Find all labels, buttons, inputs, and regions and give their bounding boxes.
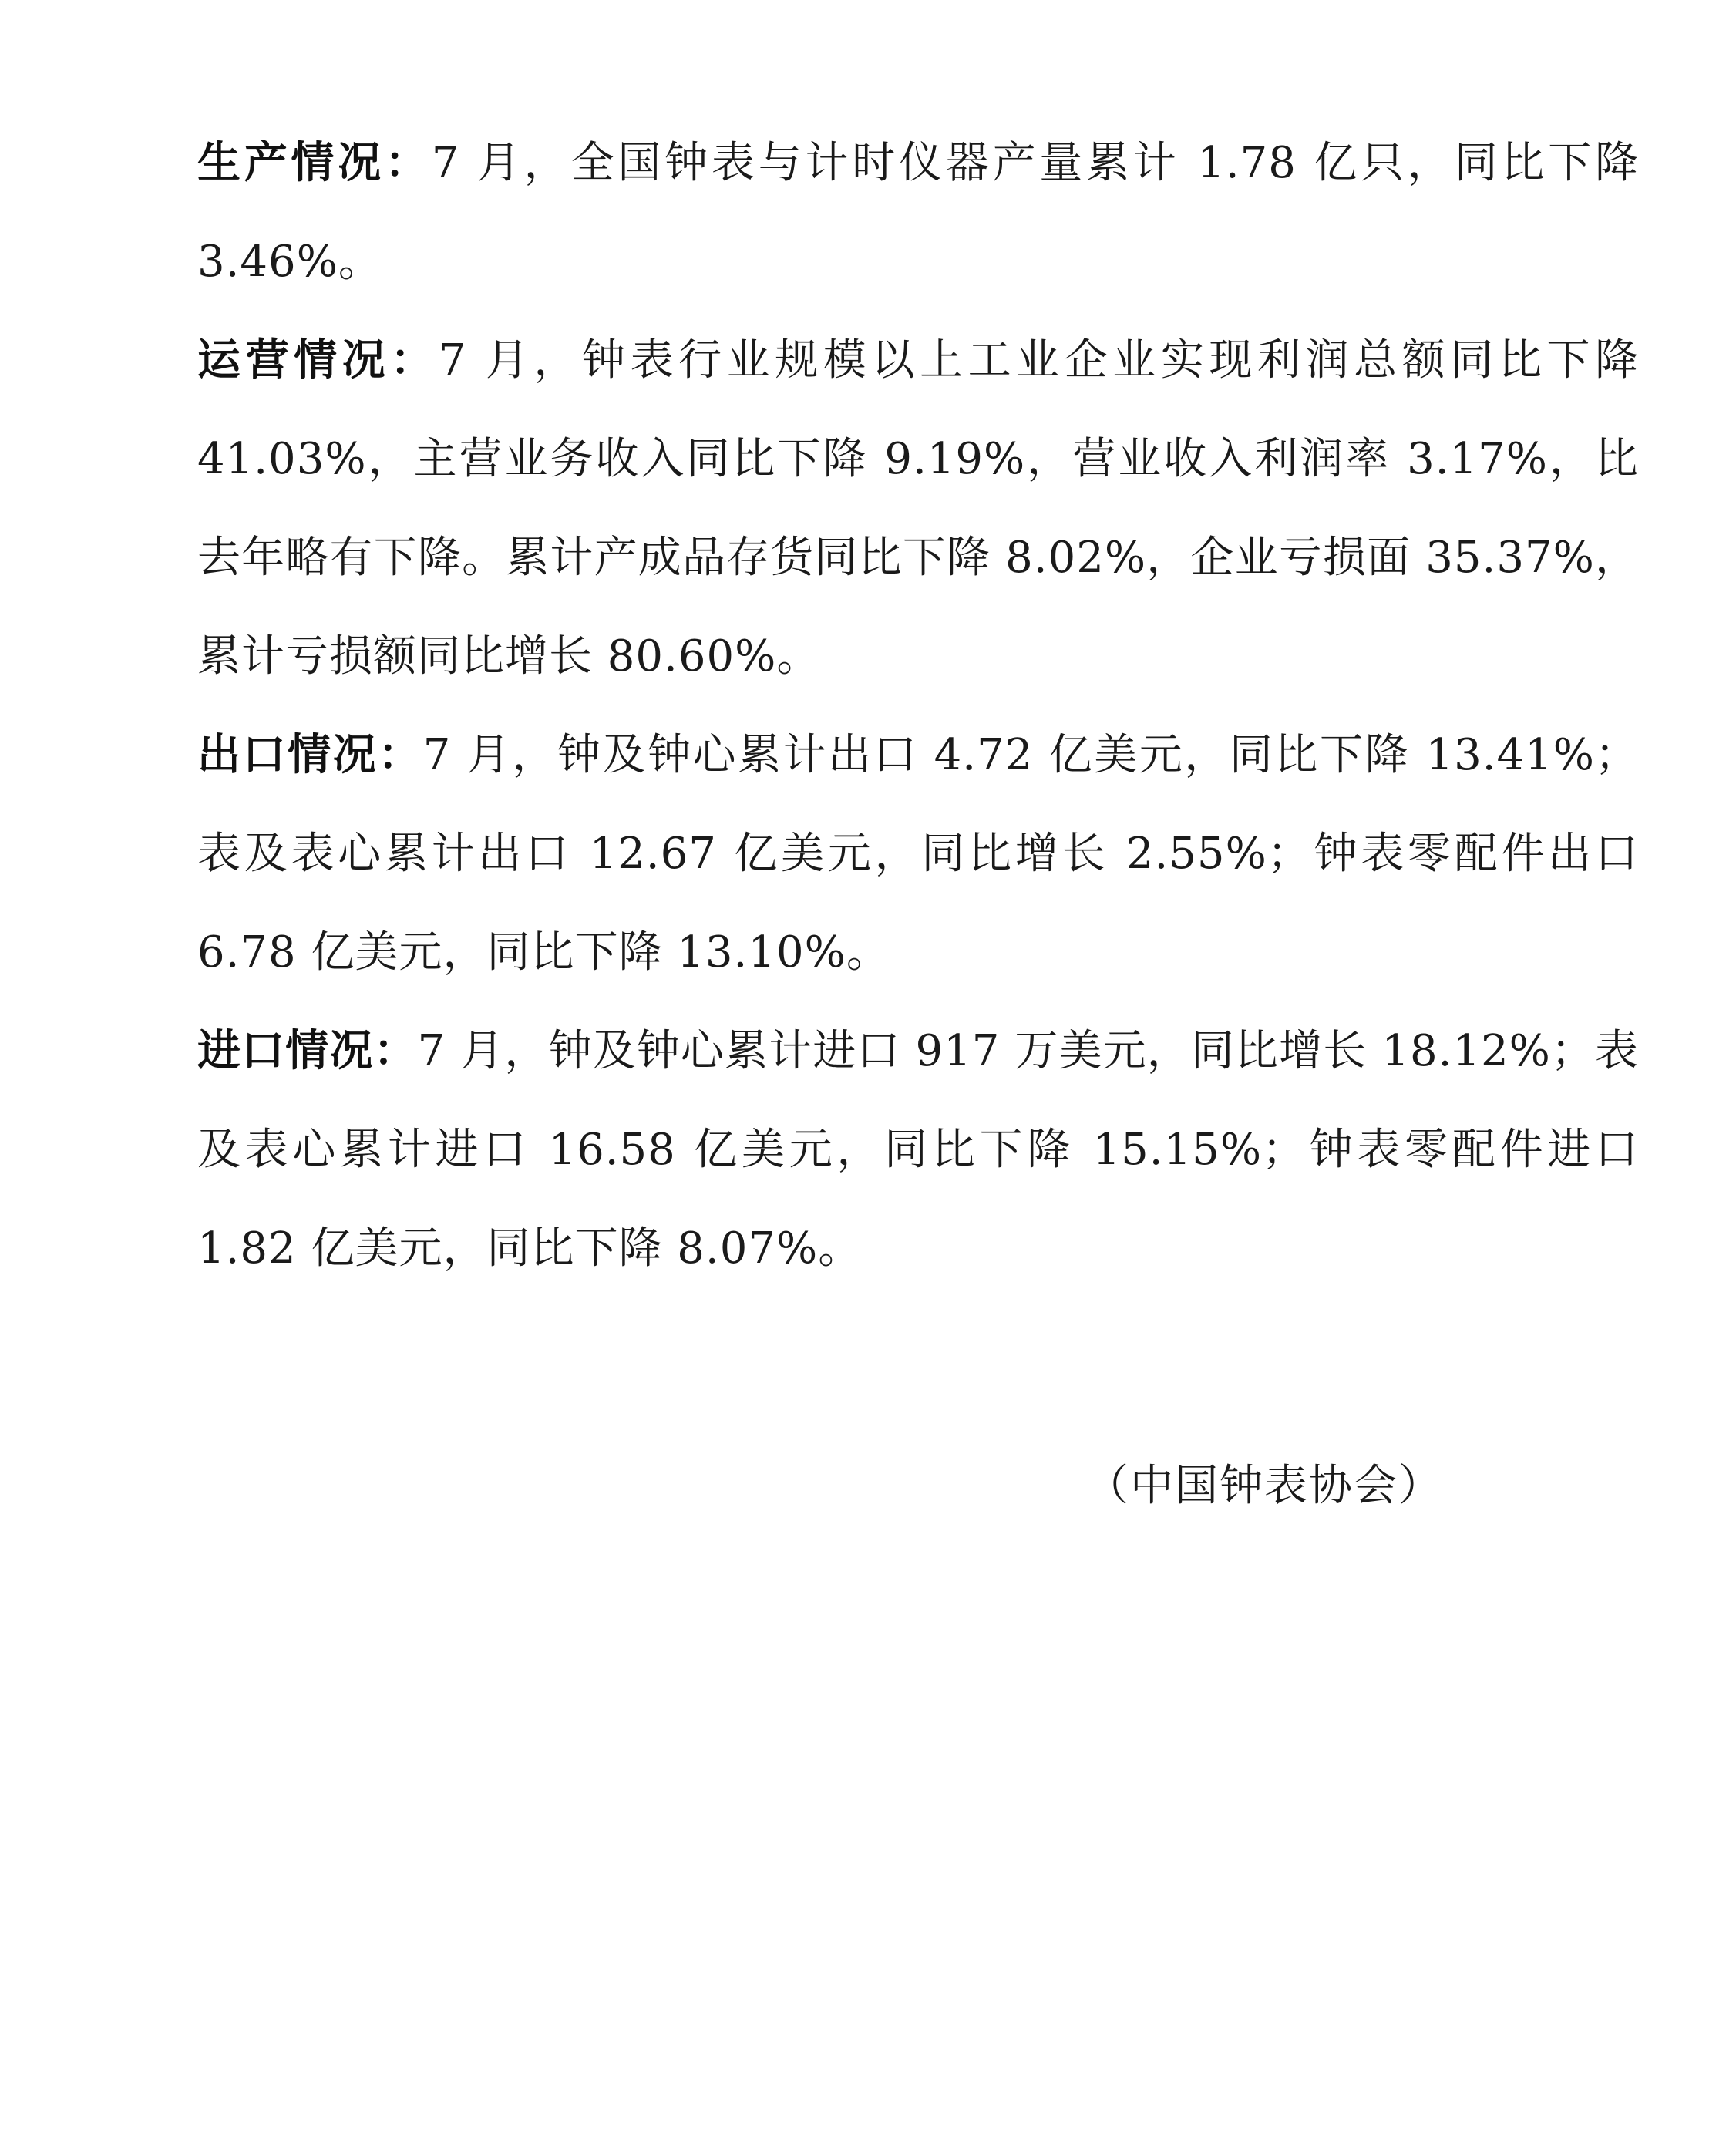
paragraph-text-imports: 7 月，钟及钟心累计进口 917 万美元，同比增长 18.12%；表及表心累计进口 16.58 亿美元，同比下降 15.15%；钟表零配件进口 1.82 亿美元，同比下降 8.07%。 [197,1026,1639,1274]
paragraph-text-operations: 7 月，钟表行业规模以上工业企业实现利润总额同比下降 41.03%，主营业务收入同比下降 9.19%，营业收入利润率 3.17%，比去年略有下降。累计产成品存货同比下降 8.02%，企业亏损面 35.37%，累计亏损额同比增长 80.60%。 [197,335,1639,681]
paragraph-production [197,114,1639,311]
paragraph-lead-operations: 运营情况： [197,335,439,385]
signature: （中国钟表协会） [1085,1461,1443,1511]
paragraph-operations [197,311,1639,706]
paragraph-text-production: 7 月，全国钟表与计时仪器产量累计 1.78 亿只，同比下降 3.46%。 [197,138,1640,287]
paragraph-exports [197,706,1639,1002]
paragraph-text-exports: 7 月，钟及钟心累计出口 4.72 亿美元，同比下降 13.41%；表及表心累计出口 12.67 亿美元，同比增长 2.55%；钟表零配件出口 6.78 亿美元，同比下降 13.10%。 [197,730,1640,978]
paragraph-lead-production: 生产情况： [197,138,432,188]
paragraph-lead-imports: 进口情况： [197,1026,418,1076]
document-body [197,114,1639,1298]
paragraph-lead-exports: 出口情况： [197,730,423,780]
paragraph-imports [197,1002,1639,1298]
